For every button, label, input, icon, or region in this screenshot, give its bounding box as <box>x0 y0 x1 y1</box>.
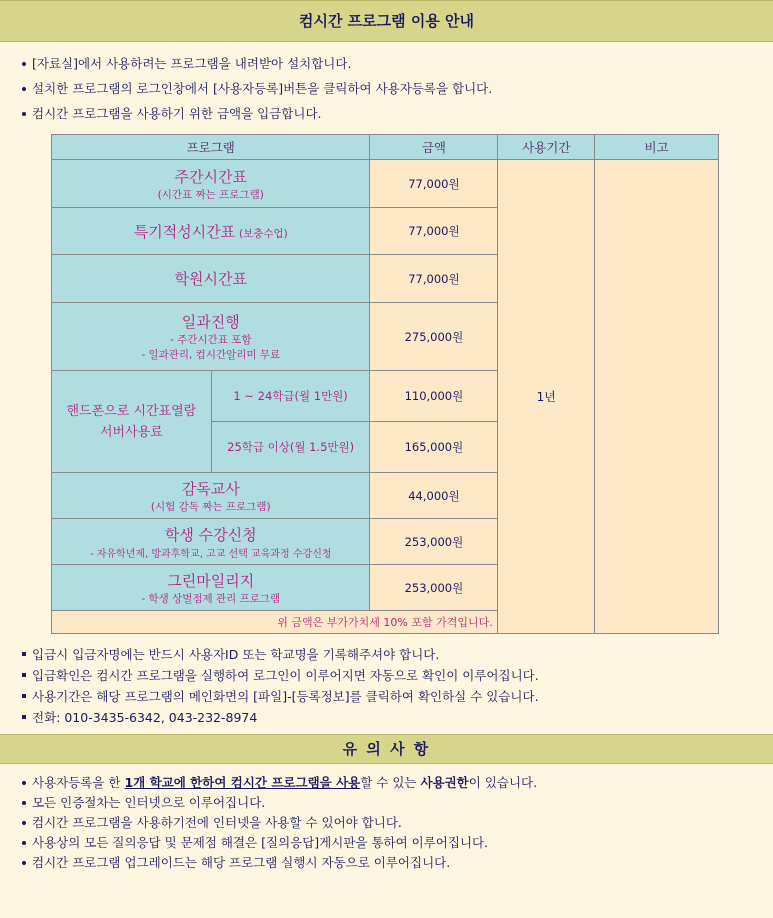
tier-label: 1 ~ 24학급(월 1만원) <box>211 371 370 422</box>
program-cell <box>52 519 370 565</box>
program-name: 일과진행 <box>181 313 240 331</box>
program-desc: (시간표 짜는 프로그램) <box>157 188 264 201</box>
program-name: 그린마일리지 <box>167 571 255 590</box>
table-row <box>52 160 719 208</box>
program-desc: - 자유학년제, 방과후학교, 고교 선택 교육과정 수강신청 <box>89 548 332 560</box>
program-cell <box>52 208 370 255</box>
phone-service-name: 서버사용료 <box>99 424 163 440</box>
intro-list <box>0 42 773 129</box>
program-name: 학원시간표 <box>174 270 247 288</box>
program-desc: - 학생 상벌점제 관리 프로그램 <box>141 592 281 605</box>
program-name: 감독교사 <box>181 479 240 498</box>
list-item: 입금시 입금자명에는 반드시 사용자ID 또는 학교명을 기록해주셔야 합니다. <box>22 644 773 665</box>
page-title: 컴시간 프로그램 이용 안내 <box>0 0 773 42</box>
price-value: 110,000원 <box>370 371 498 422</box>
program-desc: - 일과관리, 컴시간알리미 무료 <box>141 349 281 361</box>
program-desc: (보충수업) <box>238 227 288 240</box>
header-period: 사용기간 <box>498 135 595 160</box>
list-item: 사용기간은 해당 프로그램의 메인화면의 [파일]-[등록정보]를 클릭하여 확인하실 수 있습니다. <box>22 686 773 707</box>
program-cell <box>52 473 370 519</box>
program-name: 주간시간표 <box>174 167 247 186</box>
caution-emphasis: 1개 학교에 한하여 컴시간 프로그램을 사용 <box>124 775 361 790</box>
list-item: 전화: 010-3435-6342, 043-232-8974 <box>22 707 773 728</box>
vat-footnote: 위 금액은 부가가치세 10% 포함 가격입니다. <box>52 611 719 634</box>
phone-service-name: 핸드폰으로 시간표열람 <box>66 403 197 419</box>
list-item: 입금확인은 컴시간 프로그램을 실행하여 로그인이 이루어지면 자동으로 확인이 이루어집니다. <box>22 665 773 686</box>
caution-text: 사용자등록을 한 <box>32 775 125 790</box>
price-value: 253,000원 <box>370 565 498 611</box>
list-item: 설치한 프로그램의 로그인창에서 [사용자등록]버튼을 클릭하여 사용자등록을 합니다. <box>22 79 773 104</box>
list-item <box>22 773 773 793</box>
program-desc: - 주간시간표 포함 <box>170 334 252 346</box>
price-value: 77,000원 <box>370 208 498 255</box>
price-value: 253,000원 <box>370 519 498 565</box>
price-value: 165,000원 <box>370 422 498 473</box>
header-program: 프로그램 <box>52 135 370 160</box>
program-desc: (시험 감독 짜는 프로그램) <box>150 500 271 513</box>
table-footer-row <box>52 611 719 634</box>
caution-emphasis: 사용권한 <box>420 775 469 790</box>
price-value: 77,000원 <box>370 160 498 208</box>
caution-text: 이 있습니다. <box>468 775 538 790</box>
list-item: 컴시간 프로그램을 사용하기전에 인터넷을 사용할 수 있어야 합니다. <box>22 813 773 833</box>
caution-text: 할 수 있는 <box>360 775 421 790</box>
program-name: 학생 수강신청 <box>164 525 257 544</box>
price-value: 77,000원 <box>370 255 498 303</box>
program-cell <box>52 303 370 371</box>
price-value: 275,000원 <box>370 303 498 371</box>
program-cell <box>52 255 370 303</box>
phone-service-cell <box>52 371 212 473</box>
list-item: [자료실]에서 사용하려는 프로그램을 내려받아 설치합니다. <box>22 54 773 79</box>
price-value: 44,000원 <box>370 473 498 519</box>
list-item: 컴시간 프로그램을 사용하기 위한 금액을 입금합니다. <box>22 104 773 129</box>
program-cell <box>52 160 370 208</box>
price-table <box>51 134 719 634</box>
table-header-row <box>52 135 719 160</box>
note-cell <box>595 160 719 634</box>
program-name: 특기적성시간표 <box>133 222 236 241</box>
list-item: 컴시간 프로그램 업그레이드는 해당 프로그램 실행시 자동으로 이루어집니다. <box>22 853 773 873</box>
tier-label: 25학급 이상(월 1.5만원) <box>211 422 370 473</box>
caution-title: 유 의 사 항 <box>0 734 773 764</box>
list-item: 사용상의 모든 질의응답 및 문제점 해결은 [질의응답]게시판을 통하여 이루어집니다. <box>22 833 773 853</box>
caution-list <box>0 764 773 873</box>
header-note: 비고 <box>595 135 719 160</box>
notice-list <box>0 644 773 728</box>
list-item: 모든 인증절차는 인터넷으로 이루어집니다. <box>22 793 773 813</box>
program-cell <box>52 565 370 611</box>
header-price: 금액 <box>370 135 498 160</box>
period-value: 1년 <box>498 160 595 634</box>
